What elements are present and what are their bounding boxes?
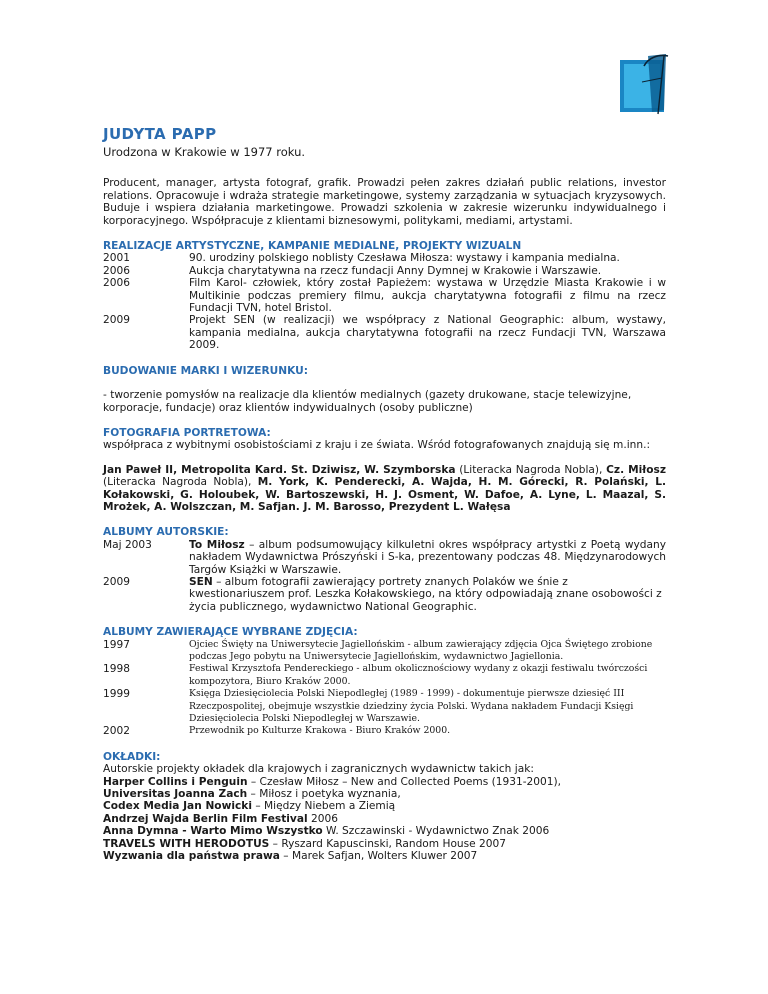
album-desc: – album podsumowujący kilkuletni okres współpracy artystki z Poetą wydany nakładem Wydawnictwa Prószyński i S-ka, prezentowany podczas 48. Międzynarodowych Targów Książki w Warszawie.: [189, 538, 666, 576]
page-title: JUDYTA PAPP: [103, 125, 217, 143]
publisher: Harper Collins i Penguin: [103, 775, 248, 788]
list-item: [103, 639, 666, 664]
publisher: Universitas Joanna Zach: [103, 788, 248, 801]
list-item: [103, 663, 666, 688]
cover-desc: 2006: [307, 812, 338, 825]
item-text: Aukcja charytatywna na rzecz fundacji Anny Dymnej w Krakowie i Warszawie.: [189, 264, 602, 277]
album-title: To Miłosz: [189, 538, 245, 551]
item-text: [189, 576, 666, 613]
item-text: Przewodnik po Kulturze Krakowa - Biuro Kraków 2000.: [189, 725, 451, 737]
list-item: [103, 838, 666, 850]
list-item: [103, 788, 666, 800]
list-item: [103, 252, 666, 264]
section-text: współpraca z wybitnymi osobistościami z kraju i ze świata. Wśród fotografowanych znajdują się m.inn.:: [103, 439, 651, 452]
publisher: Codex Media Jan Nowicki: [103, 800, 252, 813]
item-text: Ojciec Święty na Uniwersytecie Jagiellońskim - album zawierający zdjęcia Ojca Świętego zrobione podczas Jego pobytu na Uniwersytecie Jagiellońskim, wydawnictwo Jagiellonia.: [189, 638, 653, 662]
item-text: Projekt SEN (w realizacji) we współpracy z National Geographic: album, wystawy, kampania medialna, aukcja charytatywna fotografii na rzecz Fundacji TVN, Warszawa 2009.: [189, 314, 666, 352]
list-item: [103, 576, 666, 613]
names-note: (Literacka Nagroda Nobla),: [103, 476, 258, 489]
album-desc: – album fotografii zawierający portrety znanych Polaków we śnie z kwestionariuszem prof. Leszka Kołakowskiego, na który odpowiadają znane osobowości z życia publicznego, wydawnictwo National Geographic.: [189, 575, 662, 613]
album-title: SEN: [189, 575, 213, 588]
section-zdjecia: [103, 626, 666, 738]
section-text: Autorskie projekty okładek dla krajowych i zagranicznych wydawnictw takich jak:: [103, 763, 534, 776]
cover-desc: – Między Niebem a Ziemią: [251, 800, 396, 813]
year: 1997: [103, 638, 130, 651]
list-item: [103, 277, 666, 314]
cover-desc: – Ryszard Kapuscinski, Random House 2007: [269, 837, 507, 850]
item-text: Film Karol- człowiek, który został Papieżem: wystawa w Urzędzie Miasta Krakowie i w Multikinie podczas premiery filmu, aukcja charytatywna fotografii z filmu na rzecz Fundacji TVN, hotel Bristol.: [189, 277, 666, 315]
names-bold: Jan Paweł II, Metropolita Kard. St. Dziwisz, W. Szymborska: [103, 463, 456, 476]
year: 1998: [103, 663, 130, 676]
cover-desc: – Miłosz i poetyka wyznania,: [247, 788, 401, 801]
logo-icon: [618, 52, 672, 116]
year: 2009: [103, 575, 130, 588]
item-text: [189, 539, 666, 576]
list-item: [103, 825, 666, 837]
year: 2002: [103, 725, 130, 738]
section-marka: [103, 365, 666, 414]
list-item: [103, 850, 666, 862]
list-item: [103, 725, 666, 737]
year: 2006: [103, 264, 130, 277]
cover-desc: – Marek Safjan, Wolters Kluwer 2007: [279, 850, 478, 863]
year: 1999: [103, 688, 130, 701]
section-heading: REALIZACJE ARTYSTYCZNE, KAMPANIE MEDIALNE, PROJEKTY WIZUALN: [103, 240, 522, 253]
section-realizacje: [103, 240, 666, 352]
section-albumy: [103, 526, 666, 613]
list-item: [103, 813, 666, 825]
publisher: TRAVELS WITH HERODOTUS: [103, 837, 270, 850]
cover-desc: – Czesław Miłosz – New and Collected Poems (1931-2001),: [247, 775, 561, 788]
year: Maj 2003: [103, 538, 152, 551]
list-item: [103, 800, 666, 812]
names-bold: Cz. Miłosz: [606, 463, 666, 476]
section-heading: BUDOWANIE MARKI I WIZERUNKU:: [103, 364, 309, 377]
section-text: - tworzenie pomysłów na realizacje dla klientów medialnych (gazety drukowane, stacje telewizyjne, korporacje, fundacje) oraz klientów indywidualnych (osoby publiczne): [103, 389, 632, 414]
section-heading: OKŁADKI:: [103, 750, 161, 763]
intro-paragraph: Producent, manager, artysta fotograf, grafik. Prowadzi pełen zakres działań public relations, investor relations. Opracowuje i wdraża strategie marketingowe, systemy zarządzania w sytuacjach kryzysowych. Buduje i wspiera działania marketingowe. Prowadzi szkolenia w zakresie wizerunku indywidualnego i korporacyjnego. Współpracuje z klientami biznesowymi, politykami, mediami, artystami.: [103, 177, 666, 227]
names-bold: M. York, K. Penderecki, A. Wajda, H. M. Górecki, R. Polański, L. Kołakowski, G. Holoubek, W. Bartoszewski, H. J. Osment, W. Dafoe, A. Lyne, L. Maazal, S. Mrożek, A. Wolszczan, M. Safjan. J. M. Barosso, Prezydent L. Wałęsa: [103, 476, 666, 513]
publisher: Anna Dymna - Warto Mimo Wszystko: [103, 825, 323, 838]
list-item: [103, 688, 666, 725]
section-heading: FOTOGRAFIA PORTRETOWA:: [103, 426, 271, 439]
year: 2001: [103, 252, 130, 265]
year: 2009: [103, 314, 130, 327]
section-fotografia: [103, 427, 666, 513]
birth-info: Urodzona w Krakowie w 1977 roku.: [103, 145, 306, 159]
section-heading: ALBUMY ZAWIERAJĄCE WYBRANE ZDJĘCIA:: [103, 626, 358, 639]
section-heading: ALBUMY AUTORSKIE:: [103, 526, 229, 539]
publisher: Andrzej Wajda Berlin Film Festival: [103, 812, 308, 825]
names-note: (Literacka Nagroda Nobla),: [455, 463, 607, 476]
list-item: [103, 539, 666, 576]
item-text: Księga Dziesięciolecia Polski Niepodległej (1989 - 1999) - dokumentuje pierwsze dziesięć III Rzeczpospolitej, obejmuje wszystkie dziedziny życia Polski. Wydana nakładem Fundacji Księgi Dziesięciolecia Polski Niepodległej w Warszawie.: [189, 688, 634, 725]
publisher: Wyzwania dla państwa prawa: [103, 850, 280, 863]
portrait-names: [103, 464, 666, 514]
list-item: [103, 265, 666, 277]
section-okladki: [103, 751, 666, 863]
list-item: [103, 776, 666, 788]
item-text: 90. urodziny polskiego noblisty Czesława Miłosza: wystawy i kampania medialna.: [189, 252, 620, 265]
item-text: Festiwal Krzysztofa Pendereckiego - album okolicznościowy wydany z okazji festiwalu twórczości kompozytora, Biuro Kraków 2000.: [189, 663, 648, 687]
year: 2006: [103, 277, 130, 290]
list-item: [103, 314, 666, 351]
cover-desc: W. Szczawinski - Wydawnictwo Znak 2006: [322, 825, 550, 838]
cv-document: [103, 126, 666, 876]
